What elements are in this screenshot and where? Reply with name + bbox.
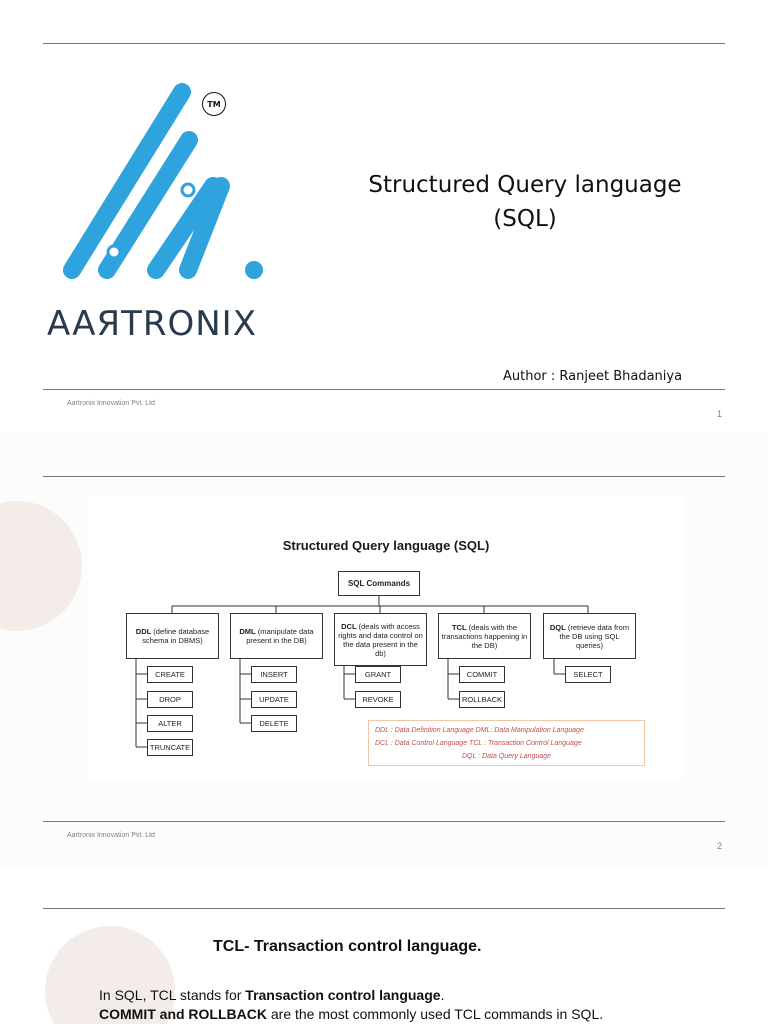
category-abbr: DML <box>239 627 256 636</box>
line-text: are the most commonly used TCL commands in SQL. <box>270 1006 604 1022</box>
category-abbr: TCL <box>451 622 467 632</box>
command-grant: GRANT <box>355 666 401 683</box>
command-truncate: TRUNCATE <box>147 739 193 756</box>
slide-3-title: TCL- Transaction control language. <box>213 938 482 955</box>
line-text: . <box>440 987 445 1003</box>
slide-2 <box>0 432 768 866</box>
line-text: In SQL, TCL stands for <box>99 987 246 1003</box>
title-line-1: Structured Query language <box>368 172 682 198</box>
command-drop: DROP <box>147 691 193 708</box>
command-select: SELECT <box>565 666 611 683</box>
legend-line: DCL : Data Control Language TCL : Transaction Control Language <box>375 740 582 747</box>
category-dcl <box>334 613 427 666</box>
author-label: Author : Ranjeet Bhadaniya <box>503 369 683 384</box>
decorative-circle <box>0 501 82 631</box>
legend-line: DQL : Data Query Language <box>462 753 551 760</box>
command-rollback: ROLLBACK <box>459 691 505 708</box>
page-number: 1 <box>716 409 722 419</box>
command-alter: ALTER <box>147 715 193 732</box>
legend-line: DDL : Data Definition Language DML: Data Manipulation Language <box>375 727 584 734</box>
paragraph-line-1 <box>99 987 444 1003</box>
logo-mark-icon <box>34 78 282 298</box>
title-line-2: (SQL) <box>493 206 557 232</box>
command-revoke: REVOKE <box>355 691 401 708</box>
command-update: UPDATE <box>251 691 297 708</box>
category-desc: (retrieve data from the DB using SQL queries) <box>559 622 630 650</box>
diagram-title: Structured Query language (SQL) <box>282 538 490 553</box>
footer-divider <box>43 389 725 390</box>
slide-1-title <box>340 168 710 236</box>
footer-divider <box>43 821 725 822</box>
footer-company: Aartronix Innovation Pvt. Ltd <box>67 400 155 407</box>
category-desc: (define database schema in DBMS) <box>142 627 210 645</box>
logo-wordmark: AAЯTRONIX <box>47 304 257 344</box>
top-divider <box>43 908 725 909</box>
top-divider <box>43 476 725 477</box>
command-insert: INSERT <box>251 666 297 683</box>
line-bold: COMMIT and ROLLBACK <box>99 1006 271 1022</box>
command-commit: COMMIT <box>459 666 505 683</box>
page-number: 2 <box>716 841 722 851</box>
category-dml <box>230 613 323 659</box>
command-delete: DELETE <box>251 715 297 732</box>
sql-commands-root: SQL Commands <box>338 571 420 596</box>
category-dql <box>543 613 636 659</box>
category-tcl <box>438 613 531 659</box>
aartronix-logo <box>34 78 282 352</box>
category-abbr: DCL <box>341 621 357 631</box>
command-create: CREATE <box>147 666 193 683</box>
category-desc: (deals with the transactions happening in the DB) <box>441 622 528 650</box>
category-abbr: DDL <box>135 627 152 636</box>
top-divider <box>43 43 725 44</box>
sql-commands-diagram <box>88 495 684 778</box>
category-desc: (deals with access rights and data control on the data present in the db) <box>338 621 423 658</box>
category-desc: (manipulate data present in the DB) <box>246 627 314 645</box>
trademark-symbol: TM <box>202 92 226 116</box>
category-abbr: DQL <box>549 622 566 632</box>
slide-3 <box>0 866 768 1024</box>
slide-1 <box>0 0 768 432</box>
line-bold: Transaction control language <box>245 987 441 1003</box>
category-ddl <box>126 613 219 659</box>
footer-company: Aartronix Innovation Pvt. Ltd <box>67 832 155 839</box>
abbreviation-legend <box>368 720 645 766</box>
paragraph-line-2 <box>99 1006 603 1022</box>
